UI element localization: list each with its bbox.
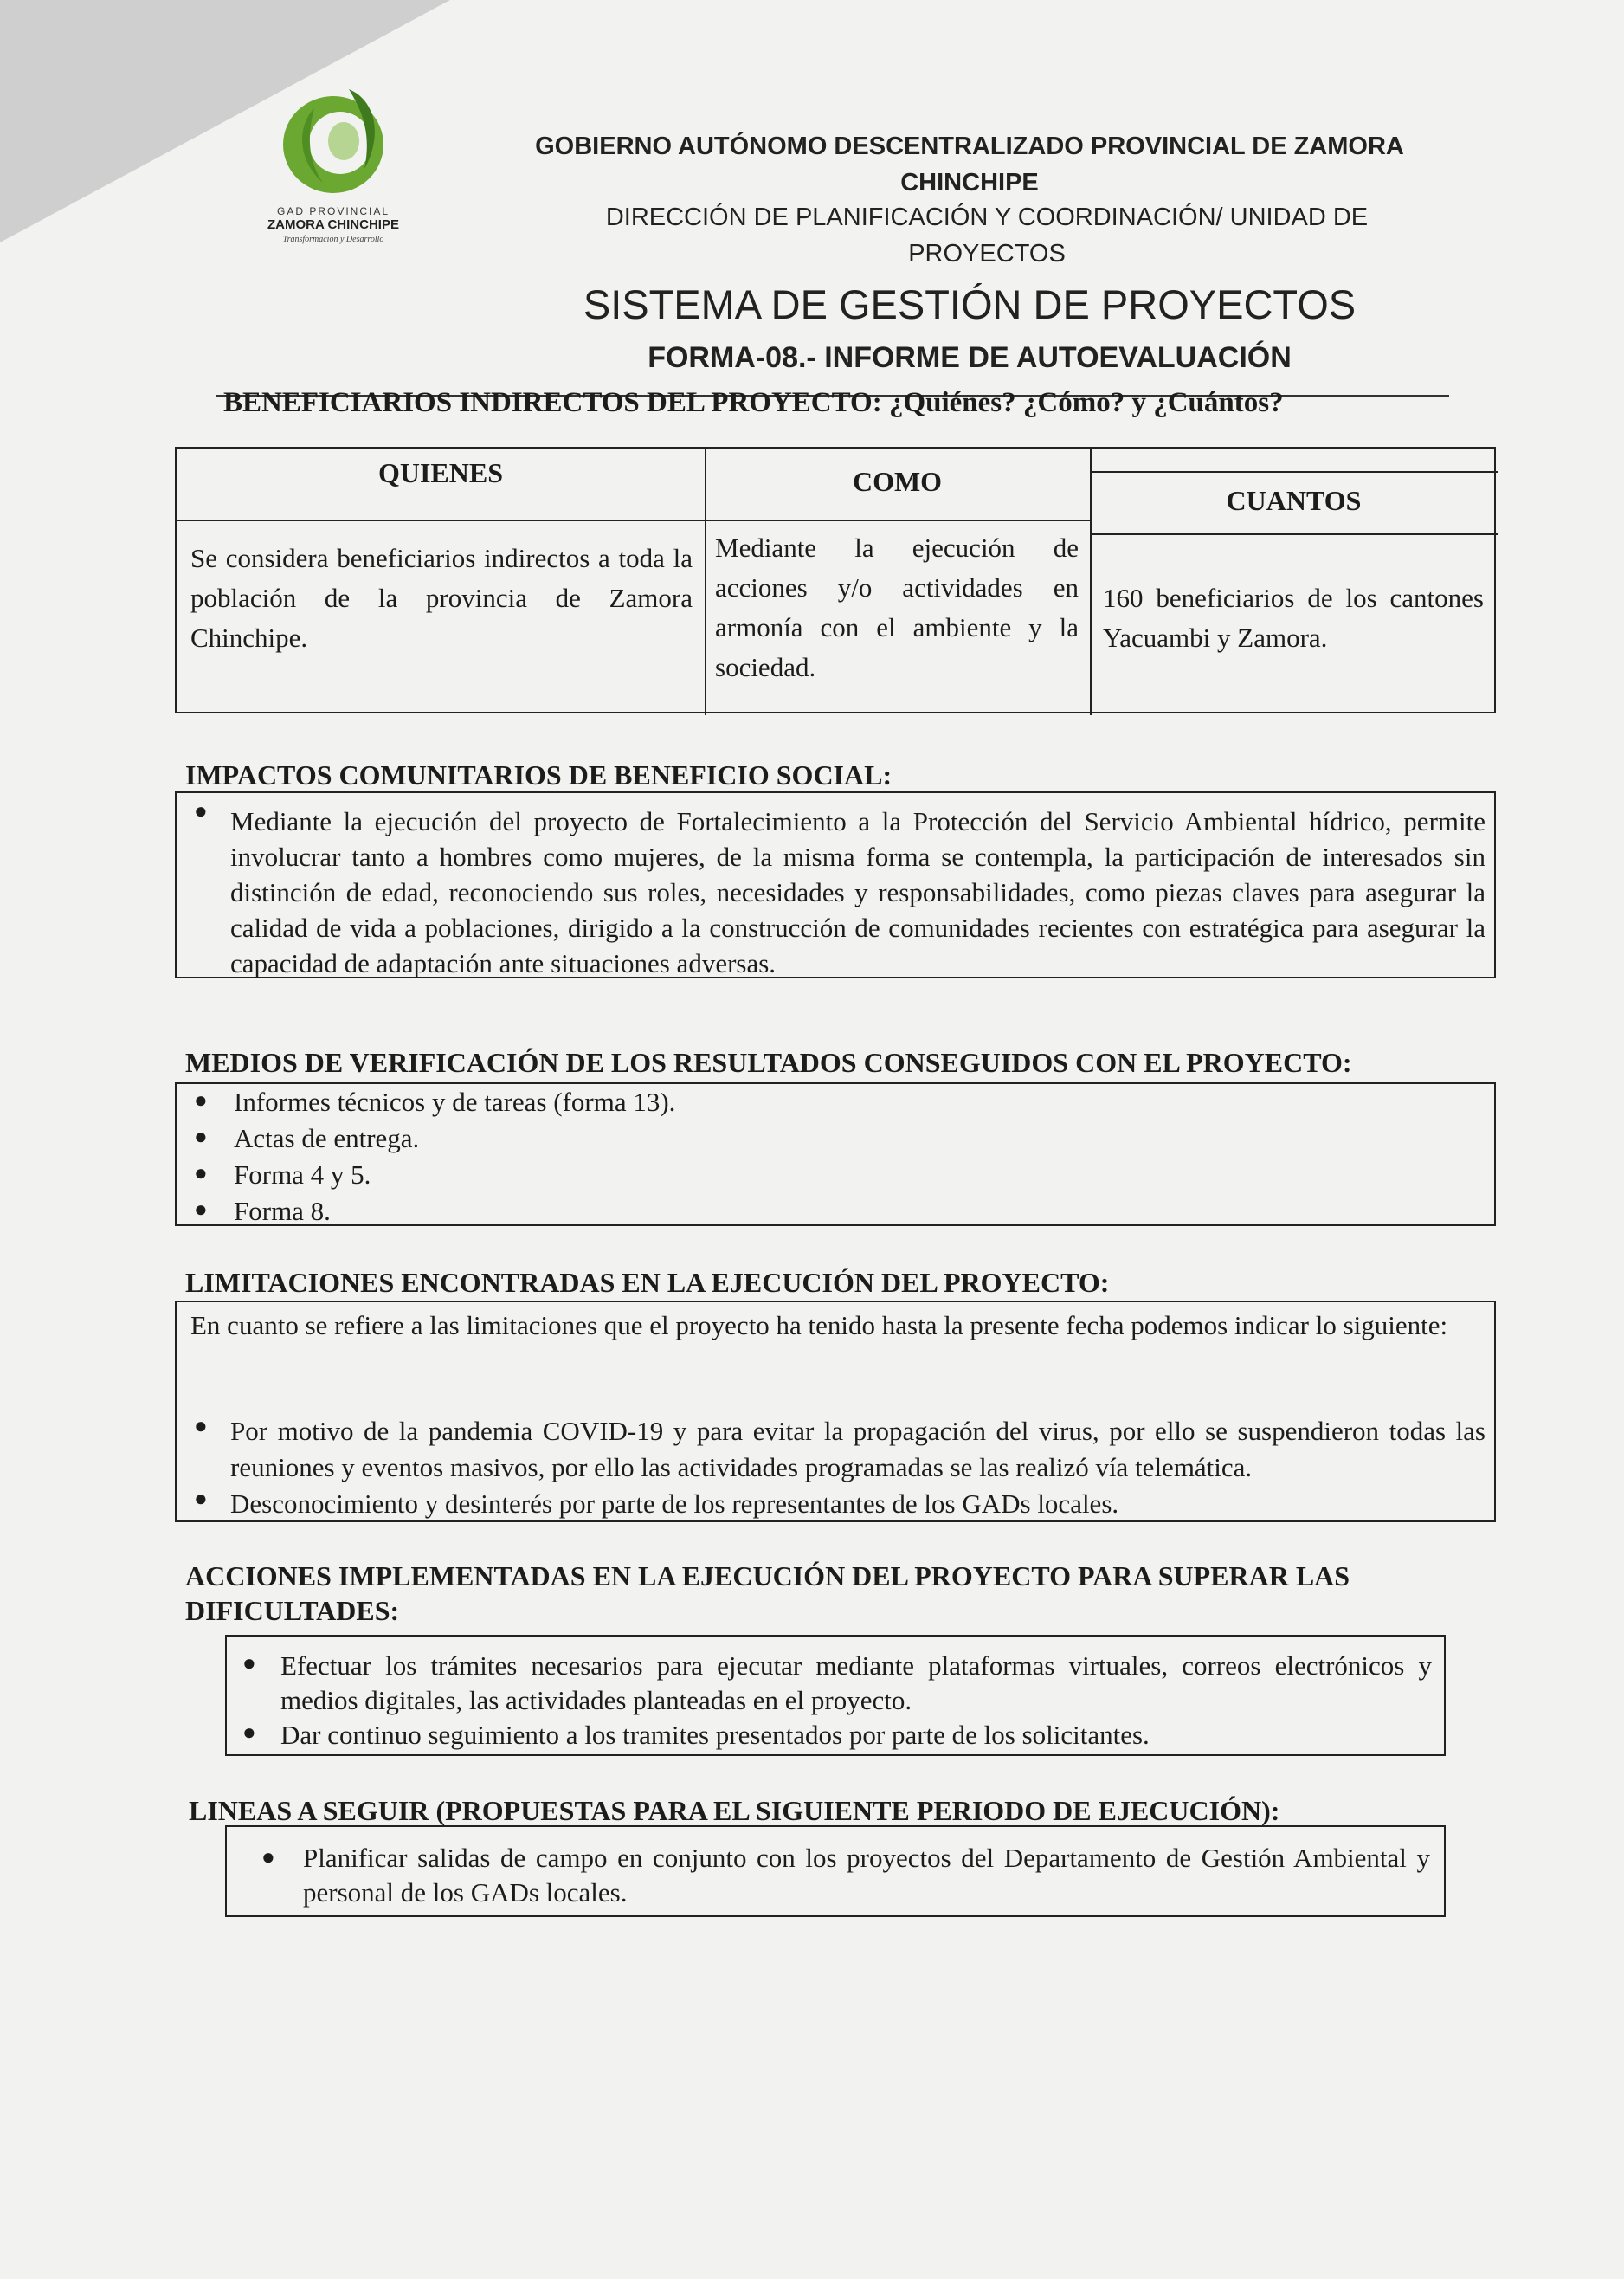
actions-heading (185, 1559, 1350, 1628)
bullet-icon: ● (194, 1197, 208, 1222)
impacts-box (175, 791, 1496, 978)
col-header-quienes (177, 449, 705, 521)
cell-cuantos: 160 beneficiarios de los cantones Yacuambi y Zamora. (1103, 583, 1484, 653)
org-line-2: CHINCHIPE (900, 169, 1039, 197)
verification-box (175, 1082, 1496, 1226)
cell-quienes: Se considera beneficiarios indirectos a toda la población de la provincia de Zamora Chinchipe. (190, 543, 693, 653)
org-name (485, 128, 1454, 201)
bullet-icon: ● (242, 1720, 256, 1745)
bullet-icon: ● (194, 1160, 208, 1185)
form-title: FORMA-08.- INFORME DE AUTOEVALUACIÓN (648, 341, 1292, 374)
table-divider (1090, 449, 1092, 715)
bullet-icon: ● (261, 1844, 275, 1869)
col-header-como (705, 449, 1090, 521)
impacts-heading: IMPACTOS COMUNITARIOS DE BENEFICIO SOCIAL: (185, 759, 893, 791)
col-header-cuantos (1090, 471, 1498, 535)
logo-line-2: ZAMORA CHINCHIPE (267, 217, 399, 232)
limitations-box (175, 1301, 1496, 1522)
impacts-item: Mediante la ejecución del proyecto de Fortalecimiento a la Protección del Servicio Ambiental hídrico, permite involucrar tanto a hombres como mujeres, de la misma forma se contempla, la participación de interesados sin distinción de edad, reconociendo sus roles, necesidades y responsabilidades, como piezas claves para asegurar la calidad de vida a poblaciones, dirigido a la construcción de comunidades recientes con estratégica para asegurar la capacidad de adaptación ante situaciones adversas. (230, 806, 1485, 978)
limitations-heading: LIMITACIONES ENCONTRADAS EN LA EJECUCIÓN DEL PROYECTO: (185, 1267, 1110, 1298)
bullet-icon: ● (194, 1486, 208, 1511)
table-divider (705, 449, 706, 715)
leaf-logo-icon (262, 74, 404, 203)
list-item (194, 1084, 1475, 1120)
dept-line-2: PROYECTOS (908, 240, 1066, 268)
actions-heading-line-2: DIFICULTADES: (185, 1595, 400, 1626)
actions-item: Dar continuo seguimiento a los tramites presentados por parte de los solicitantes. (280, 1720, 1150, 1750)
list-item (194, 1157, 1475, 1193)
actions-box (225, 1635, 1446, 1756)
next-steps-box (225, 1825, 1446, 1917)
bullet-icon: ● (242, 1650, 256, 1675)
limitations-item: Desconocimiento y desinterés por parte de los representantes de los GADs locales. (230, 1488, 1119, 1519)
bullet-icon: ● (194, 1413, 208, 1438)
bullet-icon: ● (194, 798, 208, 823)
org-line-1: GOBIERNO AUTÓNOMO DESCENTRALIZADO PROVINCIAL DE ZAMORA (535, 132, 1404, 160)
dept-line-1: DIRECCIÓN DE PLANIFICACIÓN Y COORDINACIÓN/ UNIDAD DE (605, 203, 1369, 231)
dept-name (554, 199, 1420, 272)
bullet-icon: ● (194, 1124, 208, 1149)
list-item (194, 1120, 1475, 1157)
beneficiaries-heading: BENEFICIARIOS INDIRECTOS DEL PROYECTO: ¿Quiénes? ¿Cómo? y ¿Cuántos? (223, 387, 1284, 418)
col-header-como-label: COMO (852, 466, 943, 497)
beneficiaries-table (175, 447, 1496, 713)
cell-como: Mediante la ejecución de acciones y/o actividades en armonía con el ambiente y la sociedad. (715, 533, 1079, 682)
col-header-quienes-label: QUIENES (377, 457, 504, 488)
gad-logo (247, 74, 420, 255)
verification-item: Informes técnicos y de tareas (forma 13). (234, 1087, 676, 1117)
verification-heading: MEDIOS DE VERIFICACIÓN DE LOS RESULTADOS CONSEGUIDOS CON EL PROYECTO: (185, 1047, 1352, 1078)
next-steps-item: Planificar salidas de campo en conjunto con los proyectos del Departamento de Gestión Ambiental y personal de los GADs locales. (303, 1843, 1430, 1908)
verification-item: Forma 4 y 5. (234, 1159, 371, 1190)
actions-item: Efectuar los trámites necesarios para ejecutar mediante plataformas virtuales, correos electrónicos y medios digitales, las actividades planteadas en el proyecto. (280, 1650, 1432, 1715)
limitations-intro: En cuanto se refiere a las limitaciones que el proyecto ha tenido hasta la presente fecha podemos indicar lo siguiente: (190, 1310, 1448, 1340)
bullet-icon: ● (194, 1088, 208, 1113)
next-steps-heading: LINEAS A SEGUIR (PROPUESTAS PARA EL SIGUIENTE PERIODO DE EJECUCIÓN): (189, 1795, 1280, 1826)
logo-line-1: GAD PROVINCIAL (276, 205, 390, 217)
limitations-item: Por motivo de la pandemia COVID-19 y para evitar la propagación del virus, por ello se suspendieron todas las reuniones y eventos masivos, por ello las actividades programadas se las realizó vía telemática. (230, 1416, 1485, 1482)
verification-item: Actas de entrega. (234, 1123, 420, 1153)
actions-heading-line-1: ACCIONES IMPLEMENTADAS EN LA EJECUCIÓN DEL PROYECTO PARA SUPERAR LAS (185, 1560, 1350, 1591)
col-header-cuantos-label: CUANTOS (1226, 485, 1362, 516)
list-item (194, 1193, 1475, 1228)
verification-item: Forma 8. (234, 1196, 331, 1226)
verification-list (194, 1084, 1475, 1228)
system-title: SISTEMA DE GESTIÓN DE PROYECTOS (583, 281, 1357, 327)
logo-line-3: Transformación y Desarrollo (282, 235, 384, 244)
